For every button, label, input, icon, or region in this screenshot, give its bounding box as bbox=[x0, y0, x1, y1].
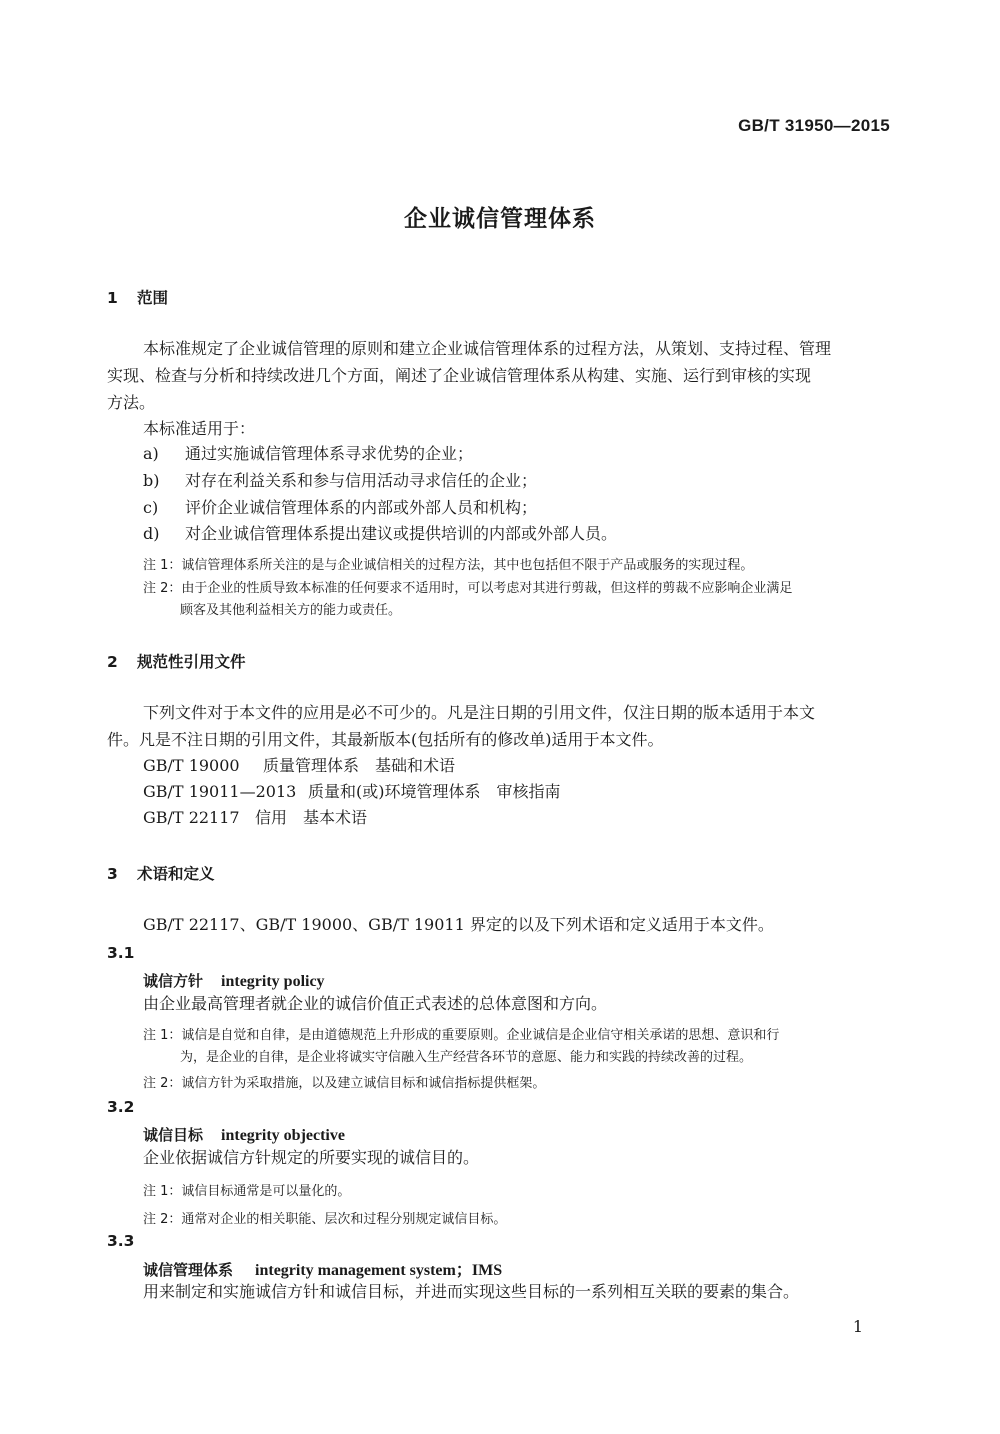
note-label: 注 1： bbox=[143, 1028, 182, 1043]
note bbox=[143, 1208, 506, 1227]
note bbox=[143, 577, 792, 596]
list-item bbox=[143, 500, 537, 516]
list-item-label: c) bbox=[143, 498, 159, 517]
section-3-heading bbox=[107, 862, 215, 884]
term-number: 3.2 bbox=[107, 1098, 135, 1116]
note-text: 诚信目标通常是可以量化的。 bbox=[181, 1184, 351, 1199]
section-number: 1 bbox=[107, 289, 118, 307]
reference-title: 质量管理体系 基础和术语 bbox=[263, 756, 456, 775]
terms-intro: GB/T 22117、GB/T 19000、GB/T 19011 界定的以及下列术语和定义适用于本文件。 bbox=[143, 915, 774, 934]
section-title: 术语和定义 bbox=[137, 865, 215, 883]
reference-item bbox=[143, 758, 455, 774]
list-item bbox=[143, 473, 537, 489]
paragraph-line: 件。凡是不注日期的引用文件，其最新版本(包括所有的修改单)适用于本文件。 bbox=[107, 730, 664, 749]
section-title: 范围 bbox=[137, 289, 169, 307]
list-item-text: 通过实施诚信管理体系寻求优势的企业； bbox=[185, 444, 474, 463]
term-chinese: 诚信方针 bbox=[143, 972, 204, 990]
note bbox=[143, 1072, 545, 1091]
list-item-label: b) bbox=[143, 471, 160, 490]
term-chinese: 诚信管理体系 bbox=[143, 1261, 234, 1279]
note-label: 注 2： bbox=[143, 1212, 182, 1227]
list-item bbox=[143, 446, 473, 462]
note-text: 诚信方针为采取措施，以及建立诚信目标和诚信指标提供框架。 bbox=[181, 1076, 546, 1091]
note-continuation: 顾客及其他利益相关方的能力或责任。 bbox=[180, 603, 402, 618]
paragraph-line: 方法。 bbox=[107, 393, 156, 412]
term-definition: 由企业最高管理者就企业的诚信价值正式表述的总体意图和方向。 bbox=[143, 994, 608, 1013]
note-continuation: 为，是企业的自律，是企业将诚实守信融入生产经营各环节的意愿、能力和实践的持续改善的过程。 bbox=[180, 1050, 753, 1065]
note-text: 由于企业的性质导致本标准的任何要求不适用时，可以考虑对其进行剪裁，但这样的剪裁不应影响企业满足 bbox=[181, 581, 793, 596]
section-number: 3 bbox=[107, 865, 118, 883]
reference-item bbox=[143, 784, 561, 800]
list-item-text: 对存在利益关系和参与信用活动寻求信任的企业； bbox=[185, 471, 538, 490]
term-definition: 企业依据诚信方针规定的所要实现的诚信目的。 bbox=[143, 1148, 480, 1167]
note-label: 注 1： bbox=[143, 1184, 182, 1199]
note bbox=[143, 1180, 350, 1199]
list-item bbox=[143, 526, 617, 542]
reference-code: GB/T 19000 bbox=[143, 756, 240, 775]
standard-code: GB/T 31950—2015 bbox=[738, 116, 890, 135]
paragraph-line: 实现、检查与分析和持续改进几个方面，阐述了企业诚信管理体系从构建、实施、运行到审核的实现 bbox=[107, 366, 812, 385]
term-heading bbox=[143, 1257, 502, 1280]
reference-title: 质量和(或)环境管理体系 审核指南 bbox=[308, 782, 561, 801]
reference-title: 信用 基本术语 bbox=[255, 808, 368, 827]
note-text: 诚信是自觉和自律，是由道德规范上升形成的重要原则。企业诚信是企业信守相关承诺的思想、意识和行 bbox=[181, 1028, 780, 1043]
list-item-text: 对企业诚信管理体系提出建议或提供培训的内部或外部人员。 bbox=[185, 524, 618, 543]
section-1-heading bbox=[107, 286, 168, 308]
list-item-text: 评价企业诚信管理体系的内部或外部人员和机构； bbox=[185, 498, 538, 517]
reference-code: GB/T 22117 bbox=[143, 808, 240, 827]
note bbox=[143, 1024, 779, 1043]
section-2-heading bbox=[107, 650, 246, 672]
section-title: 规范性引用文件 bbox=[137, 653, 246, 671]
applies-intro: 本标准适用于： bbox=[143, 419, 256, 438]
paragraph-line: 本标准规定了企业诚信管理的原则和建立企业诚信管理体系的过程方法，从策划、支持过程、管理 bbox=[143, 339, 832, 358]
note bbox=[143, 554, 753, 573]
section-number: 2 bbox=[107, 653, 118, 671]
note-text: 通常对企业的相关职能、层次和过程分别规定诚信目标。 bbox=[181, 1212, 507, 1227]
term-number: 3.3 bbox=[107, 1232, 135, 1250]
term-heading bbox=[143, 970, 325, 991]
term-number: 3.1 bbox=[107, 944, 135, 962]
note-text: 诚信管理体系所关注的是与企业诚信相关的过程方法，其中也包括但不限于产品或服务的实现过程。 bbox=[181, 558, 754, 573]
term-definition: 用来制定和实施诚信方针和诚信目标，并进而实现这些目标的一系列相互关联的要素的集合。 bbox=[143, 1282, 800, 1301]
note-label: 注 1： bbox=[143, 558, 182, 573]
term-chinese: 诚信目标 bbox=[143, 1126, 204, 1144]
paragraph-line: 下列文件对于本文件的应用是必不可少的。凡是注日期的引用文件，仅注日期的版本适用于本文 bbox=[143, 703, 816, 722]
term-english: integrity management system；IMS bbox=[255, 1262, 503, 1279]
term-english: integrity objective bbox=[221, 1127, 345, 1144]
reference-item bbox=[143, 810, 367, 826]
note-label: 注 2： bbox=[143, 1076, 182, 1091]
list-item-label: d) bbox=[143, 524, 160, 543]
term-english: integrity policy bbox=[221, 973, 325, 990]
document-title: 企业诚信管理体系 bbox=[404, 206, 596, 232]
reference-code: GB/T 19011—2013 bbox=[143, 782, 297, 801]
note-label: 注 2： bbox=[143, 581, 182, 596]
list-item-label: a) bbox=[143, 444, 159, 463]
page-number: 1 bbox=[852, 1317, 863, 1336]
term-heading bbox=[143, 1124, 345, 1145]
